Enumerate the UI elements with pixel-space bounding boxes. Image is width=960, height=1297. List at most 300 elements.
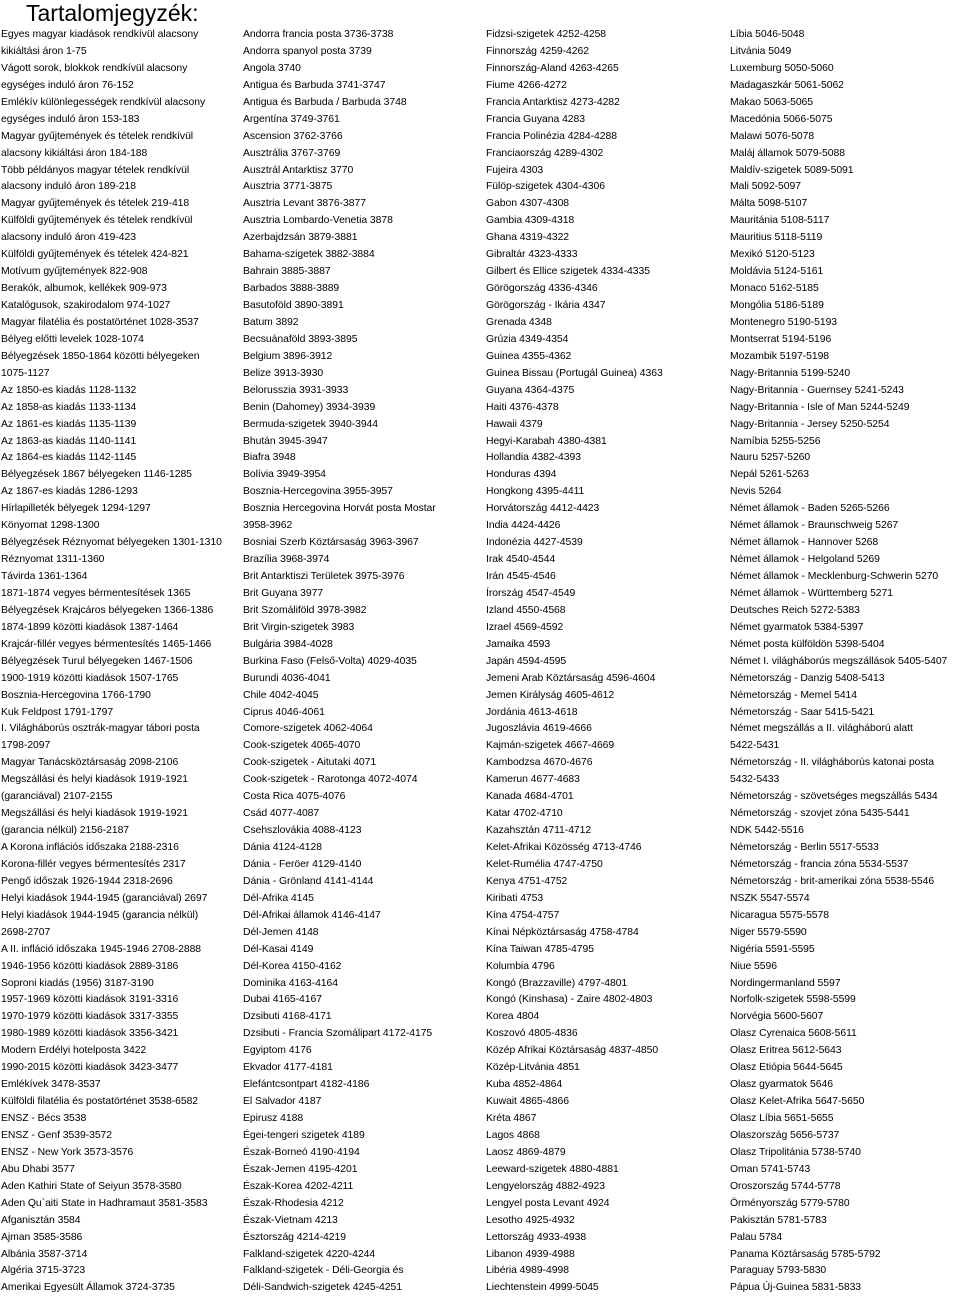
toc-entry: Több példányos magyar tételek rendkívül bbox=[1, 164, 190, 176]
toc-entry: ENSZ - Genf 3539-3572 bbox=[1, 1129, 112, 1141]
toc-entry: 1990-2015 közötti kiadások 3423-3477 bbox=[1, 1062, 179, 1074]
toc-entry: Montserrat 5194-5196 bbox=[730, 333, 832, 345]
toc-entry: Montenegro 5190-5193 bbox=[730, 316, 838, 328]
toc-entry: Német államok - Braunschweig 5267 bbox=[730, 520, 899, 532]
toc-entry: Bolívia 3949-3954 bbox=[243, 469, 326, 481]
toc-entry: A II. infláció időszaka 1945-1946 2708-2888 bbox=[1, 943, 202, 955]
toc-entry: Antigua és Barbuda 3741-3747 bbox=[243, 79, 386, 91]
toc-entry: Belgium 3896-3912 bbox=[243, 350, 333, 362]
toc-entry: Brit Guyana 3977 bbox=[243, 587, 324, 599]
toc-entry: Kuwait 4865-4866 bbox=[486, 1096, 569, 1108]
toc-entry: (garancia nélkül) 2156-2187 bbox=[1, 825, 130, 837]
toc-entry: Csehszlovákia 4088-4123 bbox=[243, 825, 362, 837]
toc-entry: Jemeni Arab Köztársaság 4596-4604 bbox=[486, 672, 656, 684]
toc-entry: Örményország 5779-5780 bbox=[730, 1197, 850, 1209]
toc-entry: Katalógusok, szakirodalom 974-1027 bbox=[1, 300, 171, 311]
toc-entry: Jemen Királyság 4605-4612 bbox=[486, 689, 615, 701]
toc-entry: Német megszállás a II. világháború alatt bbox=[730, 723, 913, 735]
toc-entry: Panama Köztársaság 5785-5792 bbox=[730, 1248, 881, 1260]
toc-entry: Kazahsztán 4711-4712 bbox=[486, 825, 592, 837]
toc-entry: I. Világháborús osztrák-magyar tábori posta bbox=[1, 723, 200, 735]
toc-entry: Nagy-Britannia - Isle of Man 5244-5249 bbox=[730, 401, 910, 413]
toc-entry: Kínai Népköztársaság 4758-4784 bbox=[486, 926, 639, 938]
toc-entry: Németország - szövetséges megszállás 5434 bbox=[730, 791, 938, 803]
toc-entry: Bulgária 3984-4028 bbox=[243, 638, 333, 650]
toc-entry: Azerbajdzsán 3879-3881 bbox=[243, 232, 358, 244]
toc-entry: egységes induló áron 153-183 bbox=[1, 113, 140, 125]
toc-entry: Ciprus 4046-4061 bbox=[243, 706, 325, 718]
toc-entry: Pakisztán 5781-5783 bbox=[730, 1214, 827, 1226]
toc-entry: Dominika 4163-4164 bbox=[243, 977, 338, 989]
toc-entry: Afganisztán 3584 bbox=[1, 1214, 81, 1226]
toc-entry: Brazília 3968-3974 bbox=[243, 554, 330, 566]
toc-entry: alacsony kikiáltási áron 184-188 bbox=[1, 147, 148, 159]
toc-entry: Nordingermanland 5597 bbox=[730, 977, 841, 989]
toc-entry: Finnország 4259-4262 bbox=[486, 45, 589, 57]
toc-entry: Krajcár-fillér vegyes bérmentesítés 1465-1466 bbox=[1, 638, 212, 650]
toc-entry: Irán 4545-4546 bbox=[486, 571, 556, 582]
toc-entry: Égei-tengeri szigetek 4189 bbox=[243, 1129, 365, 1141]
toc-entry: Izrael 4569-4592 bbox=[486, 621, 564, 633]
toc-entry: Kína Taiwan 4785-4795 bbox=[486, 943, 594, 955]
toc-entry: Olaszország 5656-5737 bbox=[730, 1129, 840, 1141]
toc-entry: Német államok - Helgoland 5269 bbox=[730, 554, 880, 566]
toc-entry: Costa Rica 4075-4076 bbox=[243, 791, 346, 803]
toc-entry: Magyar filatélia és postatörténet 1028-3537 bbox=[1, 316, 199, 328]
toc-entry: Amerikai Egyesült Államok 3724-3735 bbox=[1, 1282, 175, 1294]
toc-entry: Haiti 4376-4378 bbox=[486, 401, 559, 413]
toc-entry: Magyar Tanácsköztársaság 2098-2106 bbox=[1, 757, 179, 769]
toc-entry: Vágott sorok, blokkok rendkívül alacsony bbox=[1, 62, 188, 74]
toc-entry: Monaco 5162-5185 bbox=[730, 283, 819, 295]
toc-entry: Német államok - Hannover 5268 bbox=[730, 537, 879, 549]
toc-entry: Hawaii 4379 bbox=[486, 418, 543, 430]
toc-entry: Namíbia 5255-5256 bbox=[730, 435, 821, 447]
toc-entry: Palau 5784 bbox=[730, 1231, 783, 1243]
toc-entry: Algéria 3715-3723 bbox=[1, 1265, 86, 1277]
toc-column-1 bbox=[1, 27, 222, 1297]
toc-entry: El Salvador 4187 bbox=[243, 1096, 322, 1108]
toc-entry: Dél-Jemen 4148 bbox=[243, 926, 319, 938]
toc-entry: Németország - brit-amerikai zóna 5538-5546 bbox=[730, 875, 935, 887]
toc-entry: Déli-Sandwich-szigetek 4245-4251 bbox=[243, 1282, 402, 1294]
toc-entry: Bélyegzések 1867 bélyegeken 1146-1285 bbox=[1, 469, 192, 481]
toc-entry: 1900-1919 közötti kiadások 1507-1765 bbox=[1, 672, 179, 684]
toc-entry: Lettország 4933-4938 bbox=[486, 1231, 587, 1243]
toc-entry: Bélyegzések 1850-1864 közötti bélyegeken bbox=[1, 350, 200, 362]
toc-entry: Fiume 4266-4272 bbox=[486, 79, 567, 91]
toc-entry: Bahrain 3885-3887 bbox=[243, 266, 331, 278]
toc-entry: 1075-1127 bbox=[1, 367, 50, 379]
toc-entry: Távirda 1361-1364 bbox=[1, 571, 88, 582]
toc-entry: Észak-Borneó 4190-4194 bbox=[243, 1146, 360, 1158]
toc-entry: Kolumbia 4796 bbox=[486, 960, 555, 972]
toc-entry: Falkland-szigetek - Déli-Georgia és bbox=[243, 1265, 404, 1277]
toc-entry: Malawi 5076-5078 bbox=[730, 130, 815, 142]
toc-entry: Ausztria 3771-3875 bbox=[243, 181, 333, 193]
toc-entry: Kamerun 4677-4683 bbox=[486, 774, 580, 786]
toc-entry: Kongó (Kinshasa) - Zaire 4802-4803 bbox=[486, 994, 653, 1006]
toc-entry: Francia Guyana 4283 bbox=[486, 113, 585, 125]
toc-entry: Dzsibuti - Francia Szomálipart 4172-4175 bbox=[243, 1028, 433, 1040]
toc-entry: Niue 5596 bbox=[730, 960, 777, 972]
toc-entry: 5432-5433 bbox=[730, 774, 780, 786]
toc-entry: Német államok - Baden 5265-5266 bbox=[730, 503, 890, 515]
toc-entry: Gabon 4307-4308 bbox=[486, 198, 570, 210]
toc-entry: Ausztrál Antarktisz 3770 bbox=[243, 164, 354, 176]
toc-entry: Nagy-Britannia - Jersey 5250-5254 bbox=[730, 418, 890, 430]
toc-entry: Dánia 4124-4128 bbox=[243, 842, 322, 853]
toc-entry: Az 1850-es kiadás 1128-1132 bbox=[1, 384, 137, 396]
toc-entry: Luxemburg 5050-5060 bbox=[730, 62, 834, 74]
toc-entry: Német államok - Württemberg 5271 bbox=[730, 587, 893, 599]
toc-entry: Dél-Afrikai államok 4146-4147 bbox=[243, 909, 381, 921]
toc-entry: Madagaszkár 5061-5062 bbox=[730, 79, 844, 91]
toc-entry: Bahama-szigetek 3882-3884 bbox=[243, 249, 375, 261]
toc-entry: Bélyegzések Krajcáros bélyegeken 1366-1386 bbox=[1, 604, 214, 616]
toc-entry: Olasz gyarmatok 5646 bbox=[730, 1079, 833, 1091]
toc-entry: Ajman 3585-3586 bbox=[1, 1231, 83, 1243]
toc-entry: Észak-Rhodesia 4212 bbox=[243, 1197, 344, 1209]
toc-entry: Fülöp-szigetek 4304-4306 bbox=[486, 181, 605, 193]
toc-entry: Ghana 4319-4322 bbox=[486, 232, 570, 244]
toc-entry: Aden Qu`aiti State in Hadhramaut 3581-3583 bbox=[1, 1197, 208, 1209]
toc-entry: 1874-1899 közötti kiadások 1387-1464 bbox=[1, 621, 179, 633]
toc-entry: Korea 4804 bbox=[486, 1011, 540, 1023]
toc-entry: 2698-2707 bbox=[1, 926, 51, 938]
toc-entry: Kuk Feldpost 1791-1797 bbox=[1, 706, 114, 718]
toc-entry: Brit Antarktiszi Területek 3975-3976 bbox=[243, 571, 405, 582]
toc-entry: Maláj államok 5079-5088 bbox=[730, 147, 845, 159]
toc-entry: Német I. világháborús megszállások 5405-5407 bbox=[730, 655, 948, 667]
toc-entry: Németország - Saar 5415-5421 bbox=[730, 706, 875, 718]
toc-entry: Kajmán-szigetek 4667-4669 bbox=[486, 740, 615, 752]
toc-entry: Német államok - Mecklenburg-Schwerin 5270 bbox=[730, 571, 939, 582]
toc-entry: Norvégia 5600-5607 bbox=[730, 1011, 824, 1023]
toc-entry: Észtország 4214-4219 bbox=[243, 1231, 346, 1243]
toc-entry: Falkland-szigetek 4220-4244 bbox=[243, 1248, 376, 1260]
toc-entry: Németország - Danzig 5408-5413 bbox=[730, 672, 885, 684]
toc-entry: Hollandia 4382-4393 bbox=[486, 452, 581, 464]
toc-entry: Lengyelország 4882-4923 bbox=[486, 1180, 606, 1192]
toc-entry: Maldív-szigetek 5089-5091 bbox=[730, 164, 854, 176]
toc-entry: Közép Afrikai Köztársaság 4837-4850 bbox=[486, 1045, 659, 1057]
toc-entry: Jamaika 4593 bbox=[486, 638, 551, 650]
toc-entry: Ausztrália 3767-3769 bbox=[243, 147, 341, 159]
toc-entry: Bermuda-szigetek 3940-3944 bbox=[243, 418, 379, 430]
toc-entry: Nauru 5257-5260 bbox=[730, 452, 811, 464]
toc-entry: Kréta 4867 bbox=[486, 1113, 537, 1124]
toc-entry: Gibraltár 4323-4333 bbox=[486, 249, 578, 261]
toc-entry: Olasz Tripolitánia 5738-5740 bbox=[730, 1146, 861, 1158]
toc-entry: 1871-1874 vegyes bérmentesítések 1365 bbox=[1, 587, 191, 599]
toc-entry: Kiribati 4753 bbox=[486, 892, 544, 904]
toc-entry: Laosz 4869-4879 bbox=[486, 1146, 566, 1158]
toc-entry: Kína 4754-4757 bbox=[486, 909, 560, 921]
toc-entry: Egyes magyar kiadások rendkívül alacsony bbox=[1, 29, 199, 40]
toc-entry: Kelet-Afrikai Közösség 4713-4746 bbox=[486, 842, 642, 853]
toc-entry: Indonézia 4427-4539 bbox=[486, 537, 583, 549]
toc-entry: alacsony induló áron 189-218 bbox=[1, 181, 136, 193]
toc-entry: Bélyeg előtti levelek 1028-1074 bbox=[1, 333, 144, 345]
toc-entry: Kelet-Rumélia 4747-4750 bbox=[486, 858, 603, 870]
toc-entry: India 4424-4426 bbox=[486, 520, 561, 532]
toc-entry: 1946-1956 közötti kiadások 2889-3186 bbox=[1, 960, 179, 972]
toc-entry: Biafra 3948 bbox=[243, 452, 296, 464]
toc-entry: Mexikó 5120-5123 bbox=[730, 249, 815, 261]
toc-entry: Magyar gyűjtemények és tételek rendkívül bbox=[1, 130, 194, 142]
toc-entry: Niger 5579-5590 bbox=[730, 926, 807, 938]
toc-entry: Grenada 4348 bbox=[486, 316, 552, 328]
toc-column-3 bbox=[486, 27, 663, 1297]
toc-entry: Albánia 3587-3714 bbox=[1, 1248, 88, 1260]
toc-entry: Burkina Faso (Felső-Volta) 4029-4035 bbox=[243, 655, 417, 667]
toc-entry: Makao 5063-5065 bbox=[730, 96, 814, 108]
toc-entry: Gilbert és Ellice szigetek 4334-4335 bbox=[486, 266, 650, 278]
toc-entry: Jordánia 4613-4618 bbox=[486, 706, 578, 718]
toc-entry: Motívum gyűjtemények 822-908 bbox=[1, 266, 148, 278]
toc-entry: Andorra spanyol posta 3739 bbox=[243, 45, 372, 57]
toc-entry: Guyana 4364-4375 bbox=[486, 384, 575, 396]
toc-entry: Megszállási és helyi kiadások 1919-1921 bbox=[1, 774, 188, 786]
toc-entry: Közép-Litvánia 4851 bbox=[486, 1062, 580, 1074]
toc-entry: Németország - Memel 5414 bbox=[730, 689, 858, 701]
toc-entry: Az 1858-as kiadás 1133-1134 bbox=[1, 401, 137, 413]
page-title: Tartalomjegyzék: bbox=[26, 0, 199, 26]
toc-entry: Bélyegzések Réznyomat bélyegeken 1301-1310 bbox=[1, 537, 222, 549]
toc-entry: Bosznia-Hercegovina 1766-1790 bbox=[1, 689, 151, 701]
toc-entry: Pápua Új-Guinea 5831-5833 bbox=[730, 1282, 862, 1294]
toc-entry: Megszállási és helyi kiadások 1919-1921 bbox=[1, 808, 188, 820]
toc-entry: Oman 5741-5743 bbox=[730, 1163, 811, 1175]
toc-entry: Helyi kiadások 1944-1945 (garancia nélkül) bbox=[1, 909, 199, 921]
toc-entry: Mozambik 5197-5198 bbox=[730, 350, 830, 362]
toc-entry: Kuba 4852-4864 bbox=[486, 1079, 563, 1091]
toc-entry: Helyi kiadások 1944-1945 (garanciával) 2697 bbox=[1, 892, 208, 904]
toc-entry: Málta 5098-5107 bbox=[730, 198, 808, 210]
toc-entry: Dzsibuti 4168-4171 bbox=[243, 1011, 332, 1023]
toc-entry: Külföldi filatélia és postatörténet 3538-6582 bbox=[1, 1096, 199, 1108]
toc-entry: Grúzia 4349-4354 bbox=[486, 333, 569, 345]
toc-entry: Deutsches Reich 5272-5383 bbox=[730, 604, 860, 616]
toc-entry: Batum 3892 bbox=[243, 316, 299, 328]
toc-entry: Macedónia 5066-5075 bbox=[730, 113, 833, 125]
toc-entry: Ekvador 4177-4181 bbox=[243, 1062, 333, 1074]
toc-entry: Guinea 4355-4362 bbox=[486, 350, 572, 362]
toc-entry: Libéria 4989-4998 bbox=[486, 1265, 569, 1277]
toc-entry: Csád 4077-4087 bbox=[243, 808, 320, 820]
toc-entry: ENSZ - New York 3573-3576 bbox=[1, 1146, 134, 1158]
toc-entry: Németország - II. világháborús katonai posta bbox=[730, 757, 934, 769]
toc-entry: Az 1864-es kiadás 1142-1145 bbox=[1, 452, 137, 464]
toc-entry: Külföldi gyűjtemények és tételek 424-821 bbox=[1, 249, 189, 261]
toc-entry: Benin (Dahomey) 3934-3939 bbox=[243, 401, 376, 413]
toc-entry: Nagy-Britannia 5199-5240 bbox=[730, 367, 851, 379]
toc-entry: Fujeira 4303 bbox=[486, 164, 544, 176]
toc-entry: Lagos 4868 bbox=[486, 1129, 540, 1141]
toc-entry: Angola 3740 bbox=[243, 62, 301, 74]
toc-entry: Dánia - Feröer 4129-4140 bbox=[243, 858, 362, 870]
toc-entry: Japán 4594-4595 bbox=[486, 655, 567, 667]
toc-entry: Jugoszlávia 4619-4666 bbox=[486, 723, 592, 735]
toc-entry: Becsuánaföld 3893-3895 bbox=[243, 333, 358, 345]
toc-entry: egységes induló áron 76-152 bbox=[1, 79, 134, 91]
toc-entry: Belize 3913-3930 bbox=[243, 367, 324, 379]
toc-entry: Nigéria 5591-5595 bbox=[730, 943, 815, 955]
toc-entry: A Korona inflációs időszaka 2188-2316 bbox=[1, 842, 179, 853]
toc-entry: Hongkong 4395-4411 bbox=[486, 486, 585, 498]
toc-entry: Olasz Kelet-Afrika 5647-5650 bbox=[730, 1096, 865, 1108]
toc-entry: Ascension 3762-3766 bbox=[243, 130, 343, 142]
toc-entry: Katar 4702-4710 bbox=[486, 808, 563, 820]
toc-entry: Lesotho 4925-4932 bbox=[486, 1214, 575, 1226]
toc-entry: Francia Polinézia 4284-4288 bbox=[486, 130, 617, 142]
toc-entry: Elefántcsontpart 4182-4186 bbox=[243, 1079, 370, 1091]
toc-entry: 1957-1969 közötti kiadások 3191-3316 bbox=[1, 994, 179, 1006]
toc-entry: Emlékív különlegességek rendkívül alacsony bbox=[1, 96, 206, 108]
toc-entry: Barbados 3888-3889 bbox=[243, 283, 340, 295]
toc-entry: Bosznia-Hercegovina 3955-3957 bbox=[243, 486, 393, 498]
toc-entry: Hegyi-Karabah 4380-4381 bbox=[486, 435, 607, 447]
toc-entry: Fidzsi-szigetek 4252-4258 bbox=[486, 29, 607, 40]
toc-entry: Izland 4550-4568 bbox=[486, 604, 566, 616]
toc-entry: Ausztria Lombardo-Venetia 3878 bbox=[243, 215, 393, 227]
toc-entry: Moldávia 5124-5161 bbox=[730, 266, 824, 278]
toc-entry: NDK 5442-5516 bbox=[730, 825, 804, 837]
toc-entry: Finnország-Aland 4263-4265 bbox=[486, 62, 619, 74]
toc-entry: Mauritius 5118-5119 bbox=[730, 232, 823, 244]
toc-entry: Az 1861-es kiadás 1135-1139 bbox=[1, 418, 137, 430]
toc-entry: Réznyomat 1311-1360 bbox=[1, 554, 105, 566]
toc-entry: Mali 5092-5097 bbox=[730, 181, 801, 193]
toc-entry: Leeward-szigetek 4880-4881 bbox=[486, 1163, 619, 1175]
toc-entry: Olasz Eritrea 5612-5643 bbox=[730, 1045, 842, 1057]
toc-entry: 3958-3962 bbox=[243, 520, 293, 532]
toc-entry: Epirusz 4188 bbox=[243, 1113, 304, 1124]
toc-column-2 bbox=[243, 27, 436, 1297]
toc-entry: Berakók, albumok, kellékek 909-973 bbox=[1, 283, 167, 295]
toc-entry: Irak 4540-4544 bbox=[486, 554, 556, 566]
toc-entry: Brit Virgin-szigetek 3983 bbox=[243, 621, 355, 633]
toc-entry: Észak-Vietnam 4213 bbox=[243, 1214, 338, 1226]
toc-entry: Az 1867-es kiadás 1286-1293 bbox=[1, 486, 138, 498]
toc-entry: Egyiptom 4176 bbox=[243, 1045, 312, 1057]
toc-entry: Németország - szovjet zóna 5435-5441 bbox=[730, 808, 910, 820]
toc-entry: Külföldi gyűjtemények és tételek rendkívül bbox=[1, 215, 193, 227]
toc-entry: Dubai 4165-4167 bbox=[243, 994, 322, 1006]
toc-entry: kikiáltási áron 1-75 bbox=[1, 45, 87, 57]
toc-entry: Bosznia Hercegovina Horvát posta Mostar bbox=[243, 503, 436, 515]
toc-column-4 bbox=[730, 27, 947, 1297]
toc-entry: Bélyegzések Turul bélyegeken 1467-1506 bbox=[1, 655, 193, 667]
toc-entry: 1980-1989 közötti kiadások 3356-3421 bbox=[1, 1028, 179, 1040]
toc-entry: Hírlapilleték bélyegek 1294-1297 bbox=[1, 503, 151, 515]
toc-entry: Nicaragua 5575-5578 bbox=[730, 909, 829, 921]
toc-entry: Paraguay 5793-5830 bbox=[730, 1265, 827, 1277]
toc-entry: Dél-Kasai 4149 bbox=[243, 943, 314, 955]
toc-entry: Német gyarmatok 5384-5397 bbox=[730, 621, 864, 633]
toc-entry: Nevis 5264 bbox=[730, 486, 782, 498]
toc-entry: Kongó (Brazzaville) 4797-4801 bbox=[486, 977, 628, 989]
toc-entry: Dél-Korea 4150-4162 bbox=[243, 960, 342, 972]
toc-entry: Korona-fillér vegyes bérmentesítés 2317 bbox=[1, 858, 186, 870]
toc-entry: Mongólia 5186-5189 bbox=[730, 300, 824, 311]
toc-entry: Argentína 3749-3761 bbox=[243, 113, 340, 125]
toc-entry: Német posta külföldön 5398-5404 bbox=[730, 638, 885, 650]
toc-entry: Brit Szomáliföld 3978-3982 bbox=[243, 604, 367, 616]
toc-entry: Németország - Berlin 5517-5533 bbox=[730, 842, 879, 853]
toc-entry: NSZK 5547-5574 bbox=[730, 892, 810, 904]
toc-entry: Abu Dhabi 3577 bbox=[1, 1163, 75, 1175]
toc-entry: Nepál 5261-5263 bbox=[730, 469, 809, 481]
toc-entry: Aden Kathiri State of Seiyun 3578-3580 bbox=[1, 1180, 182, 1192]
toc-entry: Bhután 3945-3947 bbox=[243, 435, 328, 447]
toc-entry: Antigua és Barbuda / Barbuda 3748 bbox=[243, 96, 407, 108]
toc-entry: 1970-1979 közötti kiadások 3317-3355 bbox=[1, 1011, 179, 1023]
toc-entry: Norfolk-szigetek 5598-5599 bbox=[730, 994, 856, 1006]
toc-entry: Ausztria Levant 3876-3877 bbox=[243, 198, 366, 210]
toc-entry: Lengyel posta Levant 4924 bbox=[486, 1197, 610, 1209]
toc-entry: Észak-Jemen 4195-4201 bbox=[243, 1163, 358, 1175]
toc-entry: Cook-szigetek 4065-4070 bbox=[243, 740, 361, 752]
toc-entry: Cook-szigetek - Aitutaki 4071 bbox=[243, 757, 377, 769]
toc-entry: Burundi 4036-4041 bbox=[243, 672, 331, 684]
toc-entry: Líbia 5046-5048 bbox=[730, 29, 805, 40]
toc-entry: alacsony induló áron 419-423 bbox=[1, 232, 136, 244]
toc-entry: Németország - francia zóna 5534-5537 bbox=[730, 858, 909, 870]
toc-entry: Nagy-Britannia - Guernsey 5241-5243 bbox=[730, 384, 904, 396]
toc-entry: Belorusszia 3931-3933 bbox=[243, 384, 349, 396]
toc-entry: (garanciával) 2107-2155 bbox=[1, 791, 113, 803]
toc-entry: 1798-2097 bbox=[1, 740, 51, 752]
toc-entry: Az 1863-as kiadás 1140-1141 bbox=[1, 435, 137, 447]
toc-entry: Olasz Cyrenaica 5608-5611 bbox=[730, 1028, 857, 1040]
toc-entry: ENSZ - Bécs 3538 bbox=[1, 1113, 87, 1124]
toc-entry: Comore-szigetek 4062-4064 bbox=[243, 723, 373, 735]
toc-entry: Honduras 4394 bbox=[486, 469, 557, 481]
toc-entry: Francia Antarktisz 4273-4282 bbox=[486, 96, 620, 108]
toc-entry: Basutoföld 3890-3891 bbox=[243, 300, 344, 311]
toc-entry: Dánia - Grönland 4141-4144 bbox=[243, 875, 374, 887]
toc-entry: Andorra francia posta 3736-3738 bbox=[243, 29, 394, 40]
toc-entry: Könyomat 1298-1300 bbox=[1, 520, 100, 532]
toc-entry: Oroszország 5744-5778 bbox=[730, 1180, 841, 1192]
toc-entry: Koszovó 4805-4836 bbox=[486, 1028, 578, 1040]
toc-entry: Mauritánia 5108-5117 bbox=[730, 215, 830, 227]
toc-entry: Dél-Afrika 4145 bbox=[243, 892, 314, 904]
toc-entry: Bosniai Szerb Köztársaság 3963-3967 bbox=[243, 537, 419, 549]
toc-entry: Kenya 4751-4752 bbox=[486, 875, 568, 887]
toc-entry: Libanon 4939-4988 bbox=[486, 1248, 575, 1260]
toc-entry: 5422-5431 bbox=[730, 740, 780, 752]
toc-entry: Franciaország 4289-4302 bbox=[486, 147, 604, 159]
toc-entry: Horvátország 4412-4423 bbox=[486, 503, 600, 515]
toc-entry: Soproni kiadás (1956) 3187-3190 bbox=[1, 977, 154, 989]
toc-entry: Emlékívek 3478-3537 bbox=[1, 1079, 101, 1091]
toc-entry: Olasz Etiópia 5644-5645 bbox=[730, 1062, 843, 1074]
toc-entry: Kanada 4684-4701 bbox=[486, 791, 574, 803]
toc-entry: Litvánia 5049 bbox=[730, 45, 792, 57]
toc-entry: Chile 4042-4045 bbox=[243, 689, 319, 701]
toc-entry: Magyar gyűjtemények és tételek 219-418 bbox=[1, 198, 190, 210]
toc-entry: Görögország 4336-4346 bbox=[486, 283, 598, 295]
toc-entry: Észak-Korea 4202-4211 bbox=[243, 1180, 354, 1192]
toc-entry: Guinea Bissau (Portugál Guinea) 4363 bbox=[486, 367, 663, 379]
toc-entry: Kambodzsa 4670-4676 bbox=[486, 757, 593, 769]
toc-entry: Liechtenstein 4999-5045 bbox=[486, 1282, 599, 1294]
toc-entry: Pengő időszak 1926-1944 2318-2696 bbox=[1, 875, 173, 887]
toc-entry: Gambia 4309-4318 bbox=[486, 215, 575, 227]
